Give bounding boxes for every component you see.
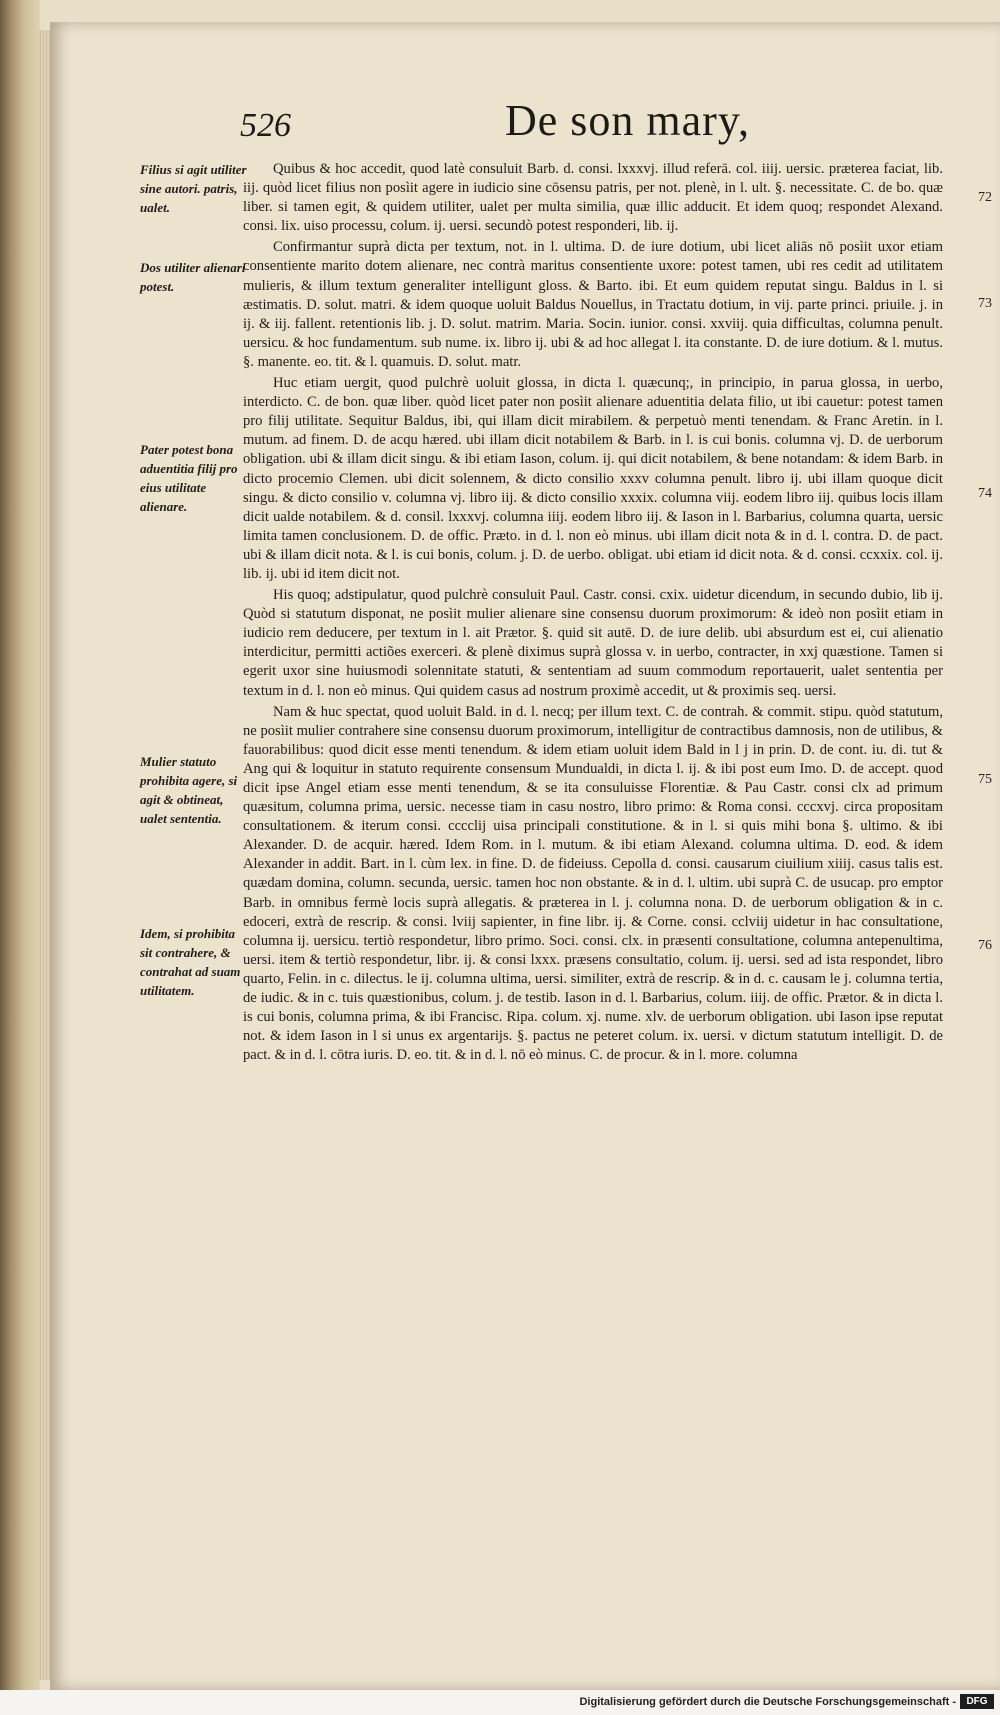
- paragraph-76: Nam & huc spectat, quod uoluit Bald. in d. l. necq; per illum text. C. de contrah. & commit. stipu. quòd statutum, ne posìit mulier contrahere sine consensu duorum proximorum, intelligitur de contractibus damnosis, non de utilibus, & fauorabilibus: quod dicit esse menti tenendum. & idem etiam uoluit idem Bald in l j in prin. D. de cont. iu. di. tut & Ang qui & loquitur in statuto requirente consensum Mundualdi, in dicta l. ij. & ibi post eum Imo. D. de accept. quod dicit ipse Angel etiam esse menti tenendum, & se ita consuluisse Florentiæ. & Pau Castr. consi clx ad primum quæsitum, columna prima, uersic. necesse tiam in casu nostro, libro primo: & Roma consi. cccxvj. circa propositam consultationem. & iterum consi. cccclij uisa principali constitutione. & in l. si quis mihi bona §. ultimo. & ibi Alexander. D. de acquir. hæred. Idem Rom. in l. mutum. & ibi etiam Alexand. columna ultima. D. eod. & idem Alexander in addit. Bart. in l. cùm lex. in fine. D. de fideiuss. Cepolla d. consi. causarum ciuilium xiiij. casus talis est. quædam domina, column. secunda, uersic. tamen hoc non obstante. & in d. l. ultim. ubi suprà C. de usucap. pro emptor Barb. in omnibus fermè locis suprà allegatis. & præterea in l. j. columna nona. D. de uerborum obligation & in c. edoceri, extrà de rescrip. & consi. lviij sapienter, in fine libr. ij. & Corne. consi. cclviij uidetur in hac consultatione, columna ij. uersicu. tertiò respondetur, libro primo. Soci. consi. clx. in præsenti consultatione, columna antepenultima, uersi. item & tertiò respondetur, libr. ij. & consi lxxx. præsens consultatio, colum. ij. uersi. sed ad ista respondet, libro quarto, Felin. in c. dilectus. le ij. columna ultima, uersi. similiter, extrà de rescrip. & in d. c. causam le j. columna tertia, de iudic. & in c. tuis quæstionibus, colum. j. de testib. Iason in d. l. Barbarius, colum. iiij. de offic. Prætor. & in dicta l. is cui bonis, columna prima, & ibi Francisc. Ripa. colum. xj. nume. xlv. de uerborum obligation. ubi Iason ipse reputat not. & idem Iason in l si unus ex argentarijs. §. pactus ne peteret colum. ix. uersi. v dictum statutum intelligit. D. de pact. & in d. l. cōtra iuris. D. eo. tit. & in d. l. nō eò minus. C. de procur. & in l. more. columna: [243, 703, 943, 1064]
- main-text: [243, 160, 943, 1067]
- paragraph-number-76: 76: [978, 938, 992, 953]
- paragraph-number-73: 73: [978, 296, 992, 311]
- dfg-logo: DFG: [960, 1694, 994, 1709]
- marginal-note-3: Pater potest bona aduentitia filij pro eius utilitate alienare.: [140, 442, 238, 514]
- running-title: De son mary,: [505, 96, 750, 145]
- paragraph-73: Confirmantur suprà dicta per textum, not. in l. ultima. D. de iure dotium, ubi licet aliās nō posìit uxor etiam consentiente marito dotem alienare, nec contrà maritus consentiente uxore: potest tamen, ubi res cedit ad utilitatem mulieris, & illum textum generaliter intelligunt gloss. & Barto. ibi. Et eum quidem reputat singu. Baldus in l. si æstimatis. D. solut. matri. & idem quoque uoluit Baldus Nouellus, in Tractatu dotium, in vij. parte princi. priuile. j. in ij. & iij. fallent. retentionis lib. j. D. solut. matrim. Maria. Socin. iunior. consi. xxviij. quia difficultas, columna penult. uersicu. & hoc fundamentum. sub nume. ix. libro ij. ubi & ad hoc allegat l. ita constante. D. de iure dotium. & l. mutus. §. manente. eo. tit. & l. quamuis. D. solut. matr.: [243, 239, 943, 370]
- marginal-note-2: Dos utiliter alienari potest.: [140, 260, 246, 294]
- paragraph-74: Huc etiam uergit, quod pulchrè uoluit glossa, in dicta l. quæcunq;, in principio, in parua glossa, in uerbo, interdicto. C. de bon. quæ liber. quòd licet pater non posìit alienare aduentitia delata filio, ut ibi cauetur: potest tamen pro filij utilitate. Sequitur Baldus, ibi, qui illam dicit mirabilem. & perpetuò menti tenendam. & Franc Aretin. in l. mutum. ad finem. D. de acqu hæred. ubi illam dicit notabilem & Barb. in l. is cui bonis. columna vj. D. de uerborum obligation. ubi & illam dicit singu. & ibi etiam Iason, colum. ij. qui dicit notabilem, & bene notandam: & idem Barb. in dicto procemio Clemen. ubi dicit solennem, & dicto consilio xxxv columna penult. libro ij. ubi illam quoque dicit singu. & dicto consilio v. columna vj. libro iij. & dicto consilio xxxix. columna viij. eodem libro iij. quibus locis illam dicit ualde notabilem. & d. consil. lxxxvj. columna iiij. eodem libro iij. & Iason in l. Barbarius, columna quarta, uersic limita tamen conclusionem. D. de offic. Præto. in d. l. non eò minus. ubi illam dicit nota & in d. l. contra. D. de pact. ubi & illam dicit nota. & l. is cui bonis, colum. j. D. de uerbo. obligat. ubi etiam id dicit nota. & d. consi. ccxxix. col. ij. lib. ij. ubi id item dicit not.: [243, 375, 943, 582]
- paragraph-75: His quoq; adstipulatur, quod pulchrè consuluit Paul. Castr. consi. cxix. uidetur dicendum, in secundo dubio, lib ij. Quòd si statutum disponat, ne posìit mulier alienare sine consensu duorum proximorum: & ideò non posìit etiam in iudicio rem deducere, per textum in l. ait Prætor. §. quid sit autē. D. de iure delib. ubi absurdum est ei, cui alienatio interdicitur, permitti actiões exerceri. & plenè diximus suprà glossa v. in uerbo, contracter, in xxj quæstione. Tamen si egerit uxor sine huiusmodi solennitate statuti, & sententiam ad suum commodum reportauerit, ualet sententia per textum in d. l. non eò minus. Qui quidem casus ad nostrum proximè accedit, ut & proximis seq. uersi.: [243, 587, 943, 699]
- paragraph-72: Quibus & hoc accedit, quod latè consuluit Barb. d. consi. lxxxvj. illud referā. col. iiij. uersic. præterea faciat, lib. iij. quòd licet filius non posìit agere in iudicio sine cōsensu patris, per not. plenè, in l. ult. §. necessitate. C. de bo. quæ liber. si tamen egit, & quidem utiliter, ualet per multa similia, quæ illic adducit. Et idem quoq; respondet Alexand. consi. lix. uiso processu, colum. ij. uersi. secundò potest responderi, lib. ij.: [243, 161, 943, 235]
- paragraph-number-72: 72: [978, 190, 992, 205]
- digitization-footer: [0, 1690, 1000, 1715]
- paragraph-number-74: 74: [978, 486, 992, 501]
- footer-credit: Digitalisierung gefördert durch die Deutsche Forschungsgemeinschaft -: [579, 1696, 956, 1708]
- marginal-note-4: Mulier statuto prohibita agere, si agit & obtineat, ualet sententia.: [140, 754, 238, 826]
- marginal-note-5: Idem, si prohibita sit contrahere, & contrahat ad suam utilitatem.: [140, 926, 241, 998]
- page-header: [240, 95, 960, 155]
- book-binding: [0, 0, 40, 1690]
- marginal-note-1: Filius si agit utiliter sine autori. patris, ualet.: [140, 162, 247, 215]
- page-number: 526: [240, 107, 291, 144]
- paragraph-number-75: 75: [978, 772, 992, 787]
